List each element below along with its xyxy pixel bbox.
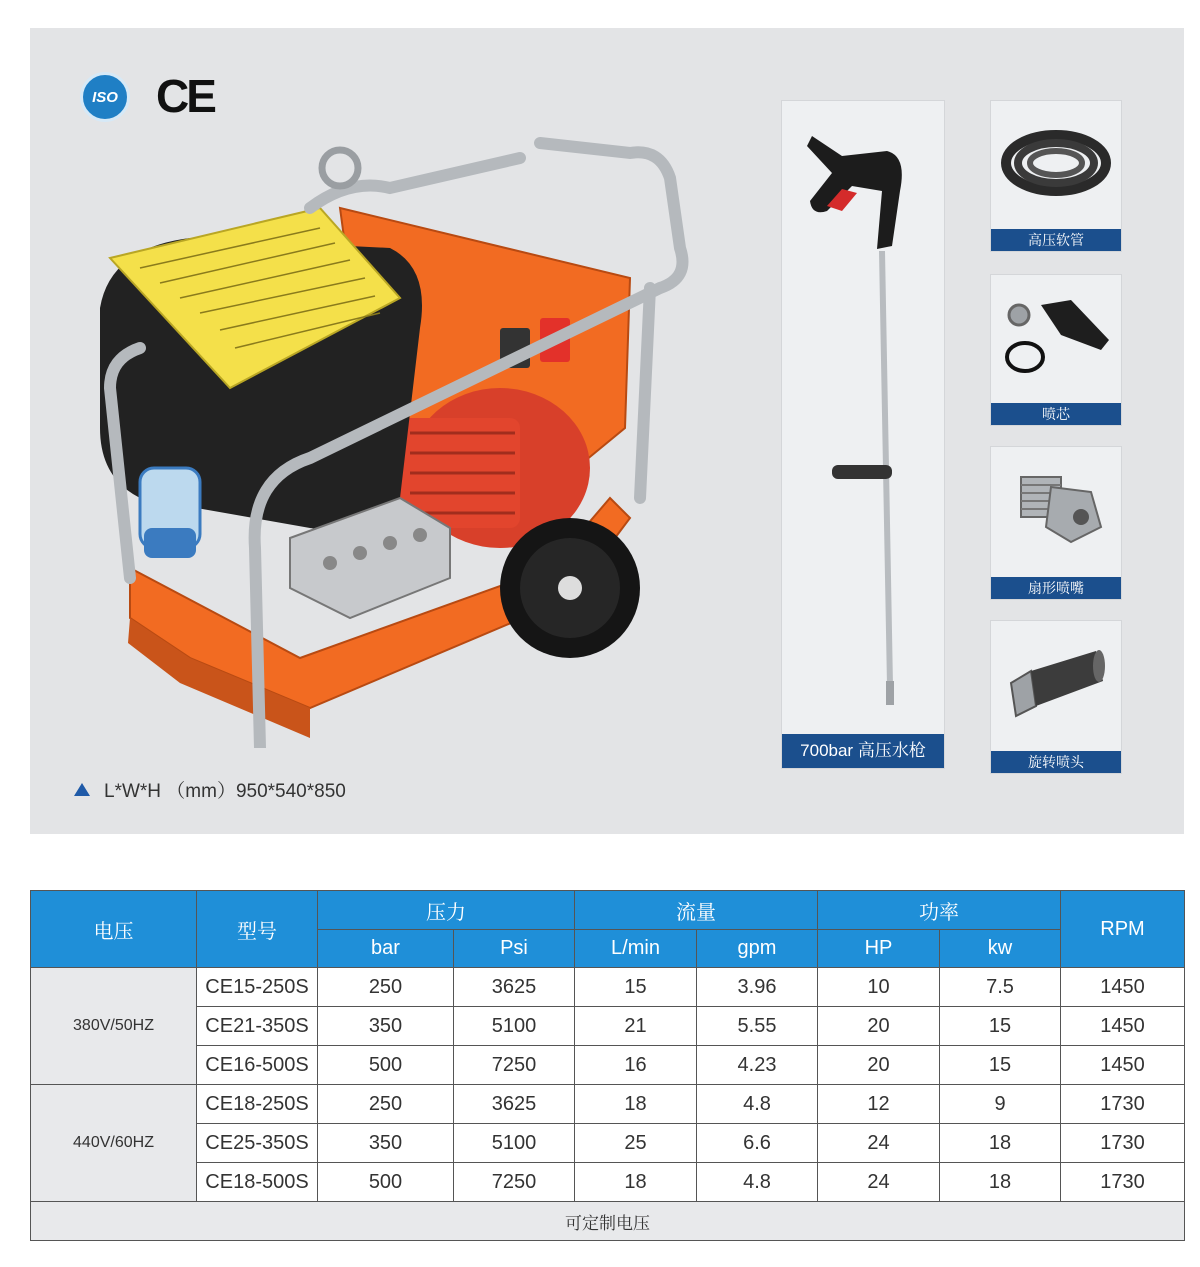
spec-table (30, 890, 1185, 1241)
header-voltage: 电压 (31, 891, 197, 968)
header-model: 型号 (197, 891, 318, 968)
accessory-label-rotary-nozzle: 旋转喷头 (991, 751, 1121, 773)
bar-cell: 250 (318, 968, 454, 1007)
hp-cell: 20 (818, 1046, 940, 1085)
voltage-cell: 440V/60HZ (31, 1085, 197, 1202)
accessory-panel-hose (990, 100, 1122, 252)
table-header-row (31, 891, 1185, 930)
kw-cell: 9 (940, 1085, 1061, 1124)
model-cell: CE21-350S (197, 1007, 318, 1046)
gpm-cell: 4.8 (697, 1163, 818, 1202)
spray-gun-label: 700bar 高压水枪 (782, 734, 944, 768)
table-row (31, 1085, 1185, 1124)
gpm-cell: 4.23 (697, 1046, 818, 1085)
header-flow: 流量 (575, 891, 818, 930)
accessory-label-fan-nozzle: 扇形喷嘴 (991, 577, 1121, 599)
accessory-panel-rotary-nozzle (990, 620, 1122, 774)
table-row (31, 968, 1185, 1007)
psi-cell: 3625 (454, 968, 575, 1007)
gpm-cell: 5.55 (697, 1007, 818, 1046)
hp-cell: 10 (818, 968, 940, 1007)
rpm-cell: 1450 (1061, 1007, 1185, 1046)
bar-cell: 500 (318, 1163, 454, 1202)
rpm-cell: 1450 (1061, 1046, 1185, 1085)
hp-cell: 20 (818, 1007, 940, 1046)
psi-cell: 5100 (454, 1124, 575, 1163)
psi-cell: 5100 (454, 1007, 575, 1046)
hose-reel-icon (991, 101, 1121, 229)
gpm-cell: 4.8 (697, 1085, 818, 1124)
rpm-cell: 1730 (1061, 1124, 1185, 1163)
triangle-bullet-icon (74, 783, 90, 796)
custom-voltage-note: 可定制电压 (31, 1202, 1185, 1241)
nozzle-core-icon (991, 275, 1121, 403)
ce-mark-icon: CE (156, 70, 214, 122)
psi-cell: 3625 (454, 1085, 575, 1124)
lmin-cell: 25 (575, 1124, 697, 1163)
header-hp: HP (818, 930, 940, 968)
hp-cell: 12 (818, 1085, 940, 1124)
hp-cell: 24 (818, 1124, 940, 1163)
dimensions-caption: L*W*H （mm）950*540*850 (74, 776, 346, 803)
kw-cell: 15 (940, 1046, 1061, 1085)
psi-cell: 7250 (454, 1163, 575, 1202)
accessory-label-nozzle-core: 喷芯 (991, 403, 1121, 425)
spray-gun-icon (782, 101, 944, 731)
fan-nozzle-icon (991, 447, 1121, 577)
model-cell: CE25-350S (197, 1124, 318, 1163)
kw-cell: 15 (940, 1007, 1061, 1046)
header-lmin: L/min (575, 930, 697, 968)
lmin-cell: 21 (575, 1007, 697, 1046)
rpm-cell: 1730 (1061, 1163, 1185, 1202)
accessory-panel-fan-nozzle (990, 446, 1122, 600)
header-pressure: 压力 (318, 891, 575, 930)
bar-cell: 500 (318, 1046, 454, 1085)
lmin-cell: 18 (575, 1163, 697, 1202)
gpm-cell: 6.6 (697, 1124, 818, 1163)
rpm-cell: 1730 (1061, 1085, 1185, 1124)
lmin-cell: 18 (575, 1085, 697, 1124)
gpm-cell: 3.96 (697, 968, 818, 1007)
spray-gun-panel (781, 100, 945, 769)
table-row (31, 1007, 1185, 1046)
model-cell: CE15-250S (197, 968, 318, 1007)
lmin-cell: 15 (575, 968, 697, 1007)
hp-cell: 24 (818, 1163, 940, 1202)
accessory-panel-nozzle-core (990, 274, 1122, 426)
kw-cell: 18 (940, 1163, 1061, 1202)
table-row (31, 1124, 1185, 1163)
kw-cell: 18 (940, 1124, 1061, 1163)
pressure-washer-image (70, 98, 710, 748)
header-power: 功率 (818, 891, 1061, 930)
hero-panel (30, 28, 1184, 834)
table-row (31, 1163, 1185, 1202)
accessory-label-hose: 高压软管 (991, 229, 1121, 251)
model-cell: CE18-500S (197, 1163, 318, 1202)
bar-cell: 350 (318, 1124, 454, 1163)
model-cell: CE16-500S (197, 1046, 318, 1085)
iso-certification-icon: ISO (80, 72, 130, 122)
psi-cell: 7250 (454, 1046, 575, 1085)
header-gpm: gpm (697, 930, 818, 968)
bar-cell: 250 (318, 1085, 454, 1124)
lmin-cell: 16 (575, 1046, 697, 1085)
kw-cell: 7.5 (940, 968, 1061, 1007)
model-cell: CE18-250S (197, 1085, 318, 1124)
rpm-cell: 1450 (1061, 968, 1185, 1007)
header-bar: bar (318, 930, 454, 968)
table-footer-row (31, 1202, 1185, 1241)
rotary-nozzle-icon (991, 621, 1121, 751)
bar-cell: 350 (318, 1007, 454, 1046)
header-psi: Psi (454, 930, 575, 968)
voltage-cell: 380V/50HZ (31, 968, 197, 1085)
header-rpm: RPM (1061, 891, 1185, 968)
header-kw: kw (940, 930, 1061, 968)
table-row (31, 1046, 1185, 1085)
